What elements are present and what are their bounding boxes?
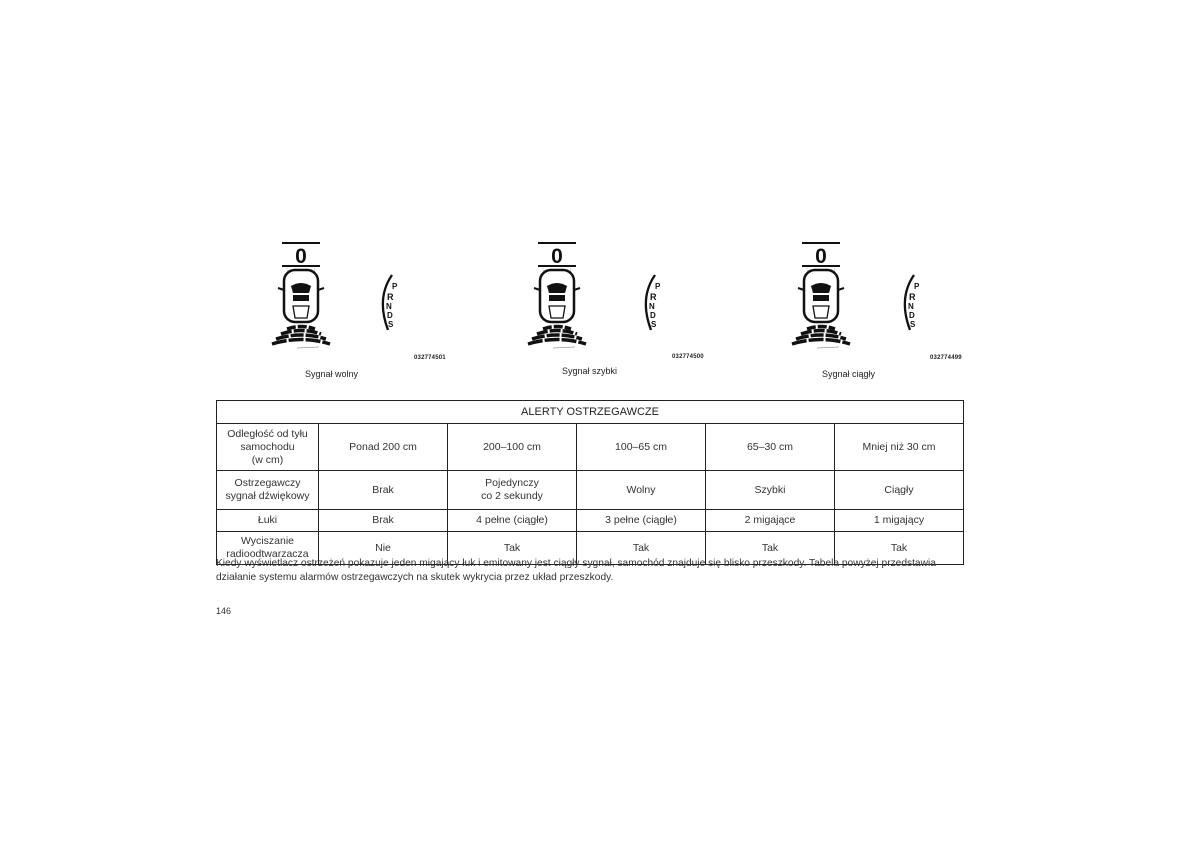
gear-p: P [914, 282, 920, 291]
figure-code: 032774501 [414, 355, 446, 361]
distance-number: 0 [815, 245, 827, 268]
table-cell: Brak [319, 510, 448, 532]
distance-number: 0 [551, 245, 563, 268]
parking-display-illustration [503, 238, 703, 368]
table-cell: 200–100 cm [448, 424, 577, 471]
table-row [217, 510, 964, 532]
figure-code: 032774500 [672, 354, 704, 360]
table-cell: 3 pełne (ciągłe) [577, 510, 706, 532]
table-cell: Tak [448, 532, 577, 565]
table-cell: 1 migający [835, 510, 964, 532]
sensor-arc-4 [528, 340, 586, 345]
figure-slow-signal [240, 238, 446, 388]
gear-r: R [909, 292, 916, 302]
gear-s: S [910, 320, 916, 329]
table-cell: Nie [319, 532, 448, 565]
table-title-row [217, 401, 964, 424]
gear-n: N [649, 302, 655, 311]
explanatory-note: Kiedy wyświetlacz ostrzeżeń pokazuje jeden migający łuk i emitowany jest ciągły sygnał, samochód znajduje się blisko przeszkody. Tabela powyżej przedstawia działanie systemu alarmów ostrzegawczych na skutek wykrycia przez układ przeszkody. [216, 558, 936, 583]
table-cell: Tak [835, 532, 964, 565]
row-label: Ostrzegawczy sygnał dźwiękowy [217, 471, 319, 510]
parking-sensor-figures [240, 238, 975, 388]
parking-display-illustration [240, 238, 440, 368]
row-label: Odległość od tyłu samochodu (w cm) [217, 424, 319, 471]
table-cell: 100–65 cm [577, 424, 706, 471]
gear-p: P [392, 282, 398, 291]
table-cell: Pojedynczy co 2 sekundy [448, 471, 577, 510]
figure-fast-signal [503, 238, 703, 388]
table-cell: Tak [706, 532, 835, 565]
gear-p: P [655, 282, 661, 291]
gear-r: R [387, 292, 394, 302]
row-label: Łuki [217, 510, 319, 532]
table-cell: Mniej niż 30 cm [835, 424, 964, 471]
figure-code: 032774499 [930, 355, 962, 361]
gear-n: N [386, 302, 392, 311]
gear-s: S [388, 320, 394, 329]
gear-d: D [387, 311, 393, 320]
gear-d: D [909, 311, 915, 320]
sensor-arc-1 [543, 327, 571, 330]
row-label: Wyciszanie radioodtwarzacza [217, 532, 319, 565]
table-cell: Tak [577, 532, 706, 565]
table-cell: Brak [319, 471, 448, 510]
sensor-arc-4 [792, 340, 850, 345]
sensor-arc-4 [272, 340, 330, 345]
figure-caption: Sygnał szybki [562, 366, 618, 376]
distance-number: 0 [295, 245, 307, 268]
table-cell: 65–30 cm [706, 424, 835, 471]
table-cell: Szybki [706, 471, 835, 510]
figure-caption: Sygnał ciągły [822, 369, 876, 379]
parking-display-illustration [767, 238, 967, 368]
table-cell: 2 migające [706, 510, 835, 532]
warning-alerts-table [216, 400, 964, 565]
sensor-arc-1 [807, 327, 835, 330]
table-cell: Ciągły [835, 471, 964, 510]
gear-r: R [650, 292, 657, 302]
table-title: ALERTY OSTRZEGAWCZE [217, 401, 964, 424]
table-cell: 4 pełne (ciągłe) [448, 510, 577, 532]
page-number: 146 [216, 606, 232, 616]
table-row [217, 471, 964, 510]
figure-continuous-signal [767, 238, 967, 388]
gear-d: D [650, 311, 656, 320]
table-cell: Ponad 200 cm [319, 424, 448, 471]
table-row [217, 424, 964, 471]
gear-n: N [908, 302, 914, 311]
figure-caption: Sygnał wolny [305, 369, 359, 379]
sensor-arc-1 [287, 327, 315, 330]
table-cell: Wolny [577, 471, 706, 510]
gear-s: S [651, 320, 657, 329]
